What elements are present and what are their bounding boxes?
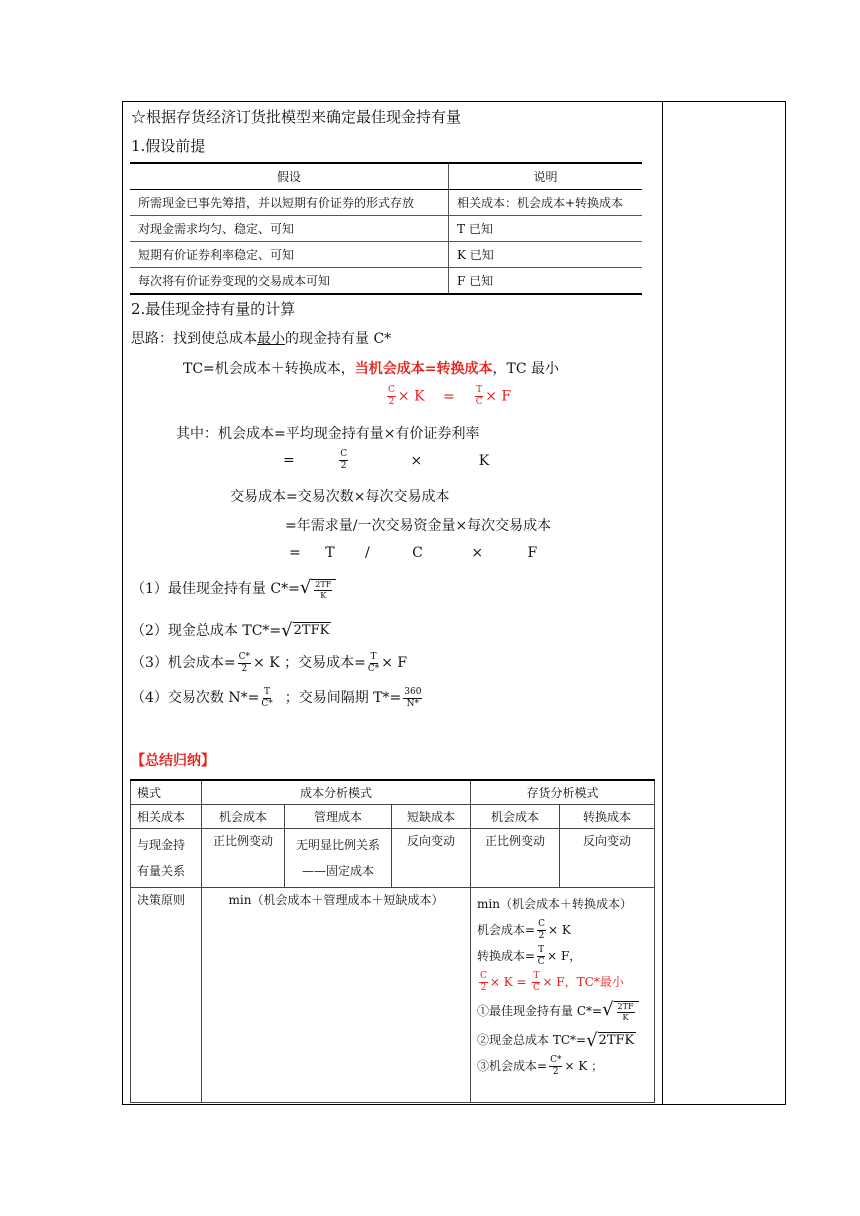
label: ③机会成本= [477,1059,548,1073]
numerator: C* [550,1055,562,1065]
fraction-cstar-over-2 [238,653,251,674]
denominator: C [532,983,540,993]
denominator: 2 [241,663,248,674]
f-symbol: F [527,545,538,561]
fraction [549,1056,562,1077]
side-column-divider [662,101,663,1105]
slash-sign: / [364,545,370,561]
stock-equality-line [477,969,648,995]
relation-opportunity: 正比例变动 [202,829,285,888]
t-symbol: T [325,545,335,561]
tc-prefix: TC=机会成本＋转换成本， [183,361,355,377]
denominator: C [537,957,545,967]
denominator: C* [367,663,380,674]
numerator: T [370,651,377,662]
stock-formula-1 [477,995,648,1027]
related-cost-label: 相关成本 [131,805,202,829]
subsection-calculation: 2.最佳现金持有量的计算 [131,300,296,318]
relation-label: 与现金持有量关系 [131,829,202,888]
assumption-cell: 对现金需求均匀、稳定、可知 [130,216,449,242]
sqrt-2tfk [281,622,331,640]
label: 转换成本= [477,949,536,963]
times-sign: × [471,545,484,561]
radicand [311,579,336,600]
denominator: K [320,590,327,600]
explanation-cell: F 已知 [449,268,643,295]
summary-title: 【总结归纳】 [131,753,215,769]
times-k: × K [397,388,425,405]
times-sign: × [410,452,423,469]
explanation-cell: T 已知 [449,216,643,242]
denominator: 2 [538,931,545,941]
equals-sign: = [442,388,455,405]
numerator: 360 [404,686,422,697]
numerator: 2TF [617,1002,634,1011]
formula-3 [131,652,407,674]
relation-conversion: 反向变动 [560,829,655,888]
fraction-t-over-cstar [261,688,272,709]
stock-min-line: min（机会成本＋转换成本） [477,897,632,911]
conversion-cost-cell: 转换成本 [560,805,655,829]
formula-1-label: （1）最佳现金持有量 C*= [131,581,300,597]
times-f: × F [485,388,512,405]
assumption-cell: 短期有价证券利率稳定、可知 [130,242,449,268]
formula-3-end: × F [381,655,408,671]
sqrt [602,1001,638,1022]
numerator: C [340,449,348,459]
formula-3-label: （3）机会成本= [131,655,236,671]
numerator: T [533,971,540,981]
sqrt [586,1029,636,1051]
table-row [131,829,655,888]
fraction-t-over-cstar [368,653,379,674]
formula-4-middle: ；交易间隔期 T*= [284,690,402,706]
sqrt-2tf-over-k [299,576,336,600]
denominator: 2 [388,397,395,407]
assumption-table [130,162,642,295]
fraction [537,946,545,967]
radical-sign: √ [281,620,293,641]
fraction-c-over-2 [387,386,396,407]
management-cost-cell: 管理成本 [285,805,392,829]
formula-1 [131,578,336,600]
relation-management-line-1: 无明显比例关系 [295,838,380,852]
radical-sign: √ [299,576,312,598]
tc-suffix: ，TC 最小 [492,361,560,377]
formula-4-label: （4）交易次数 N*= [131,690,260,706]
subsection-assumptions: 1.假设前提 [131,137,206,155]
transaction-cost-formula [289,545,537,561]
numerator: T [264,686,271,697]
numerator: C* [238,651,251,662]
decision-label: 决策原则 [131,888,202,1103]
relation-management-line-2: ——固定成本 [301,864,374,878]
header-explanation: 说明 [449,163,643,190]
section-title: ☆根据存货经济订货批模型来确定最佳现金持有量 [131,108,462,126]
opportunity-cost-cell: 机会成本 [202,805,285,829]
tc-highlight: 当机会成本=转换成本 [354,361,493,377]
idea-line [131,328,391,348]
fraction-t-over-c [475,386,483,407]
denominator: K [622,1013,629,1022]
denominator: 2 [340,461,347,471]
opportunity-cost-cell-2: 机会成本 [471,805,560,829]
fraction-360-over-nstar [403,688,422,709]
cost-decision-cell: min（机会成本＋管理成本＋短缺成本） [202,888,471,1103]
formula-3-middle: × K ；交易成本= [253,655,366,671]
radical-sign: √ [586,1029,598,1051]
explanation-cell: K 已知 [449,242,643,268]
numerator: T [538,945,545,955]
table-row [131,805,655,829]
denominator: 2 [480,983,487,993]
idea-suffix: 的现金持有量 C* [285,331,392,347]
equals-sign: = [289,545,301,561]
summary-table [130,779,655,1103]
stock-trans-line [477,943,648,969]
opportunity-cost-line: 其中：机会成本=平均现金持有量×有价证券利率 [176,426,480,442]
denominator: 2 [552,1067,559,1077]
stock-formula-2 [477,1027,648,1053]
label: 机会成本= [477,923,536,937]
numerator: C [538,919,545,929]
times-f-min: × F，TC*最小 [542,975,624,989]
label: ①最佳现金持有量 C*= [477,1004,603,1018]
transaction-cost-line-2: =年需求量/一次交易资金量×每次交易成本 [285,518,552,534]
formula-2-label: （2）现金总成本 TC*= [131,623,282,639]
radicand [614,1001,639,1022]
numerator: 2TF [315,579,332,589]
relation-opportunity-2: 正比例变动 [471,829,560,888]
shortage-cost-cell: 短缺成本 [392,805,471,829]
table-row [131,780,655,805]
table-row [130,268,642,295]
numerator: C [480,971,487,981]
table-row [131,888,655,1103]
fraction [479,972,488,993]
equality-formula [385,386,511,407]
transaction-cost-line: 交易成本=交易次数×每次交易成本 [230,489,450,505]
numerator: C [388,385,395,395]
tc-line [183,358,559,378]
fraction [314,581,332,600]
radical-sign: √ [602,999,614,1020]
radicand: 2TFK [293,623,330,638]
formula-4 [131,687,424,709]
fraction [617,1003,635,1022]
times-f: × F， [547,949,582,963]
stock-formula-3 [477,1053,648,1079]
table-header-row [130,163,642,190]
times-k: × K [547,923,571,937]
fraction [537,920,546,941]
assumption-cell: 所需现金已事先筹措，并以短期有价证券的形式存放 [130,190,449,216]
label: ②现金总成本 TC*= [477,1033,587,1047]
numerator: T [476,385,483,395]
fraction-c-over-2 [339,450,348,471]
relation-shortage: 反向变动 [392,829,471,888]
formula-2 [131,620,331,640]
table-row [130,216,642,242]
times-k-end: × K ； [564,1059,604,1073]
radicand: 2TFK [598,1032,635,1048]
idea-underline: 最小 [257,331,285,347]
assumption-cell: 每次将有价证券变现的交易成本可知 [130,268,449,295]
stock-opp-line [477,917,648,943]
opportunity-cost-formula [283,450,489,471]
times-k-equals: × K = [489,975,527,989]
idea-prefix: 思路：找到使总成本 [131,331,257,347]
denominator: N* [406,698,420,709]
denominator: C [475,397,483,407]
k-symbol: K [478,452,490,469]
header-assumption: 假设 [130,163,449,190]
table-row [130,190,642,216]
equals-sign: = [283,452,295,469]
stock-mode-header: 存货分析模式 [471,780,655,805]
mode-label: 模式 [131,780,202,805]
c-symbol: C [412,545,423,561]
cost-mode-header: 成本分析模式 [202,780,471,805]
explanation-cell: 相关成本：机会成本+转换成本 [449,190,643,216]
relation-management [285,829,392,888]
stock-decision-cell [471,888,655,1103]
fraction [532,972,540,993]
denominator: C* [261,698,273,709]
table-row [130,242,642,268]
